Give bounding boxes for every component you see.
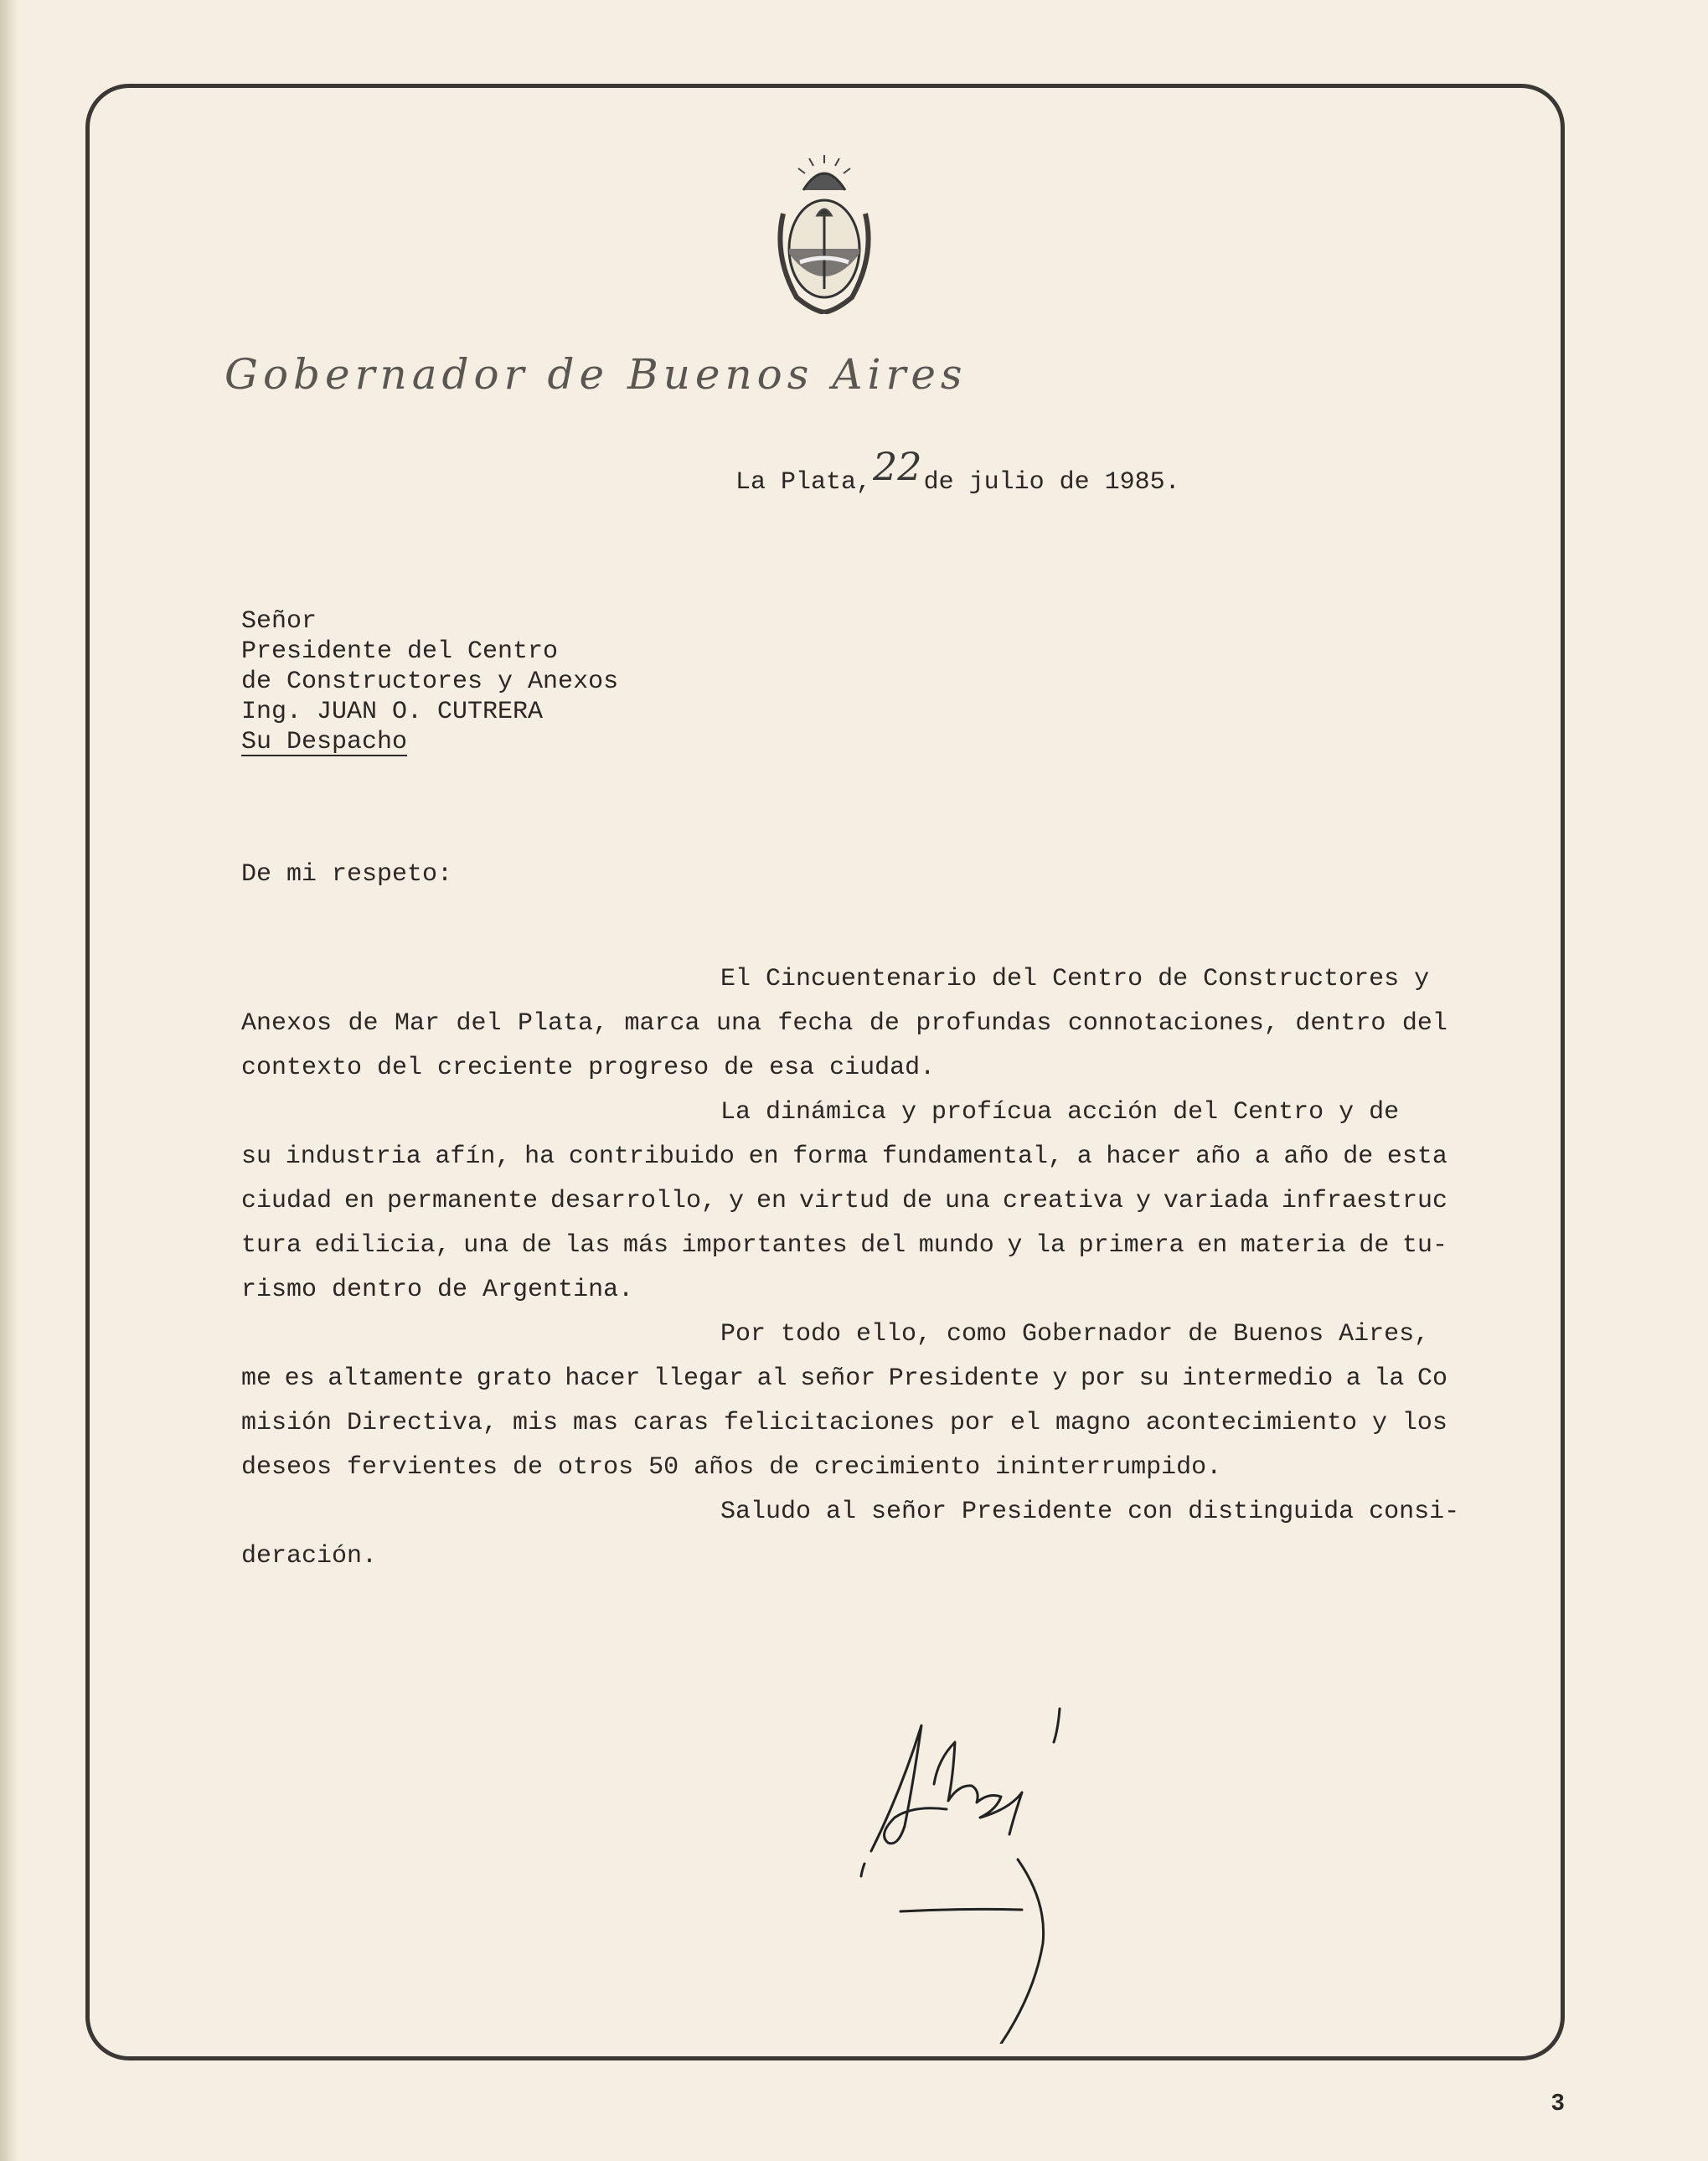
body-word: Mar: [394, 1009, 440, 1038]
recipient-line: [241, 727, 618, 757]
body-word: forma: [792, 1142, 869, 1171]
letterhead-script: Gobernador de Buenos Aires: [224, 350, 968, 399]
body-word: dentro: [1295, 1009, 1386, 1038]
recipient-office: Su Despacho: [241, 728, 408, 756]
body-line: deseos fervientes de otros 50 años de crecimiento ininterrumpido.: [241, 1453, 1222, 1482]
body-word: más: [622, 1231, 668, 1260]
coat-of-arms-icon: [771, 155, 877, 314]
body-word: por: [949, 1409, 995, 1437]
body-line: contexto del creciente progreso de esa ciudad.: [241, 1054, 936, 1082]
body-line: rismo dentro de Argentina.: [241, 1276, 634, 1304]
body-word: fundamental,: [881, 1142, 1064, 1171]
body-word: Directiva,: [347, 1409, 498, 1437]
body-line: deración.: [241, 1542, 378, 1570]
body-word: y: [729, 1187, 745, 1215]
body-word: del: [860, 1231, 906, 1260]
body-word: hacer: [1106, 1142, 1182, 1171]
body-word: felicitaciones: [723, 1409, 935, 1437]
body-word: tura: [241, 1231, 302, 1260]
body-word: al: [756, 1364, 787, 1393]
recipient-line: de Constructores y Anexos: [241, 668, 619, 696]
body-word: esta: [1386, 1142, 1447, 1171]
salutation: De mi respeto:: [241, 860, 453, 889]
body-word: año: [1195, 1142, 1241, 1171]
body-line: [241, 1006, 1447, 1050]
body-word: intermedio: [1182, 1364, 1334, 1393]
body-word: contribuido: [568, 1142, 735, 1171]
body-word: de: [869, 1009, 900, 1038]
body-word: magno: [1055, 1409, 1131, 1437]
body-word: caras: [632, 1409, 709, 1437]
body-word: llegar: [653, 1364, 745, 1393]
body-word: a: [1345, 1364, 1361, 1393]
body-word: industria: [285, 1142, 421, 1171]
body-line: [241, 1139, 1447, 1184]
date-rest: de julio de 1985.: [923, 468, 1180, 497]
body-word: en: [344, 1187, 375, 1215]
body-line: La dinámica y profícua acción del Centro y de: [720, 1098, 1400, 1127]
body-word: a: [1076, 1142, 1092, 1171]
place-date-line: [735, 444, 1180, 498]
body-word: de: [348, 1009, 379, 1038]
body-word: de: [521, 1231, 552, 1260]
body-word: me: [241, 1364, 272, 1393]
body-word: Presidente: [888, 1364, 1040, 1393]
body-word: tu-: [1401, 1231, 1447, 1260]
body-word: mundo: [918, 1231, 994, 1260]
body-word: variada: [1163, 1187, 1269, 1215]
body-word: su: [241, 1142, 272, 1171]
body-line: [241, 1361, 1447, 1405]
body-word: ciudad: [241, 1187, 333, 1215]
body-word: las: [565, 1231, 611, 1260]
signature-icon: [854, 1692, 1156, 2044]
body-word: de: [1343, 1142, 1374, 1171]
body-word: y: [1052, 1364, 1068, 1393]
body-word: primera: [1078, 1231, 1184, 1260]
body-word: el: [1009, 1409, 1040, 1437]
body-word: los: [1401, 1409, 1447, 1437]
body-word: en: [748, 1142, 779, 1171]
letter-body: [241, 962, 1460, 1583]
body-word: creativa: [1002, 1187, 1123, 1215]
body-word: de: [901, 1187, 932, 1215]
body-word: y: [1371, 1409, 1387, 1437]
body-word: marca: [624, 1009, 700, 1038]
body-word: hacer: [565, 1364, 641, 1393]
body-word: edilicia,: [314, 1231, 451, 1260]
body-word: profundas: [916, 1009, 1052, 1038]
body-word: fecha: [777, 1009, 854, 1038]
body-word: permanente: [386, 1187, 539, 1215]
page-number: 3: [1551, 2089, 1565, 2115]
body-word: una: [944, 1187, 990, 1215]
body-word: grato: [476, 1364, 552, 1393]
body-line: El Cincuentenario del Centro de Constructores y: [720, 965, 1430, 993]
body-word: ha: [524, 1142, 555, 1171]
body-word: por: [1080, 1364, 1126, 1393]
body-word: año: [1283, 1142, 1329, 1171]
body-word: y: [1007, 1231, 1023, 1260]
body-word: connotaciones,: [1067, 1009, 1279, 1038]
body-word: señor: [800, 1364, 876, 1393]
body-word: mis: [513, 1409, 559, 1437]
body-line: [241, 1228, 1447, 1272]
body-word: es: [284, 1364, 315, 1393]
body-line: [241, 1184, 1447, 1228]
body-word: del: [1401, 1009, 1447, 1038]
body-word: su: [1138, 1364, 1169, 1393]
binding-shadow: [0, 0, 18, 2161]
body-word: afín,: [435, 1142, 511, 1171]
body-word: altamente: [328, 1364, 464, 1393]
body-line: Saludo al señor Presidente con distinguida consi-: [720, 1498, 1460, 1526]
body-word: Co: [1416, 1364, 1447, 1393]
body-line: Por todo ello, como Gobernador de Buenos Aires,: [720, 1320, 1430, 1349]
body-word: importantes: [681, 1231, 848, 1260]
body-word: misión: [241, 1409, 333, 1437]
body-word: Anexos: [241, 1009, 333, 1038]
body-line: [241, 1405, 1447, 1450]
handwritten-day: 22: [873, 444, 922, 489]
body-word: mas: [572, 1409, 618, 1437]
body-word: infraestruc: [1281, 1187, 1447, 1215]
body-word: la: [1374, 1364, 1405, 1393]
body-word: del: [456, 1009, 502, 1038]
body-word: materia: [1240, 1231, 1346, 1260]
place: La Plata,: [735, 468, 872, 497]
body-word: de: [1359, 1231, 1390, 1260]
body-word: y: [1135, 1187, 1151, 1215]
recipient-line: Presidente del Centro: [241, 637, 559, 666]
body-word: virtud: [798, 1187, 890, 1215]
body-word: en: [1197, 1231, 1228, 1260]
body-word: Plata,: [517, 1009, 608, 1038]
body-word: una: [463, 1231, 509, 1260]
body-word: en: [756, 1187, 787, 1215]
recipient-line: Ing. JUAN O. CUTRERA: [241, 698, 544, 726]
body-word: la: [1035, 1231, 1066, 1260]
body-word: desarrollo,: [550, 1187, 717, 1215]
recipient-block: [241, 606, 618, 757]
body-word: acontecimiento: [1145, 1409, 1357, 1437]
body-word: una: [715, 1009, 761, 1038]
recipient-line: Señor: [241, 607, 317, 636]
body-word: a: [1254, 1142, 1270, 1171]
